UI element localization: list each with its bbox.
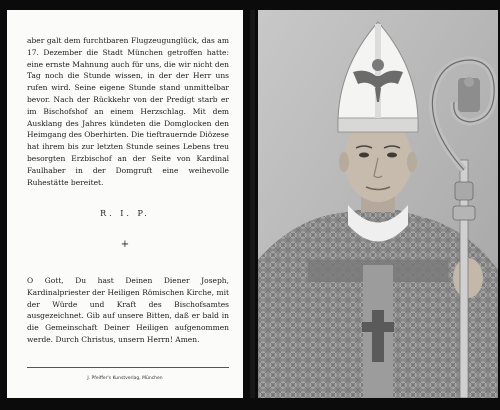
memorial-card-text-page	[7, 10, 243, 398]
portrait-illustration	[258, 10, 498, 398]
memorial-paragraph: aber galt dem furchtbaren Flugzeugunglück, das am 17. Dezember die Stadt München getroffen hatte: eine ernste Mahnung auch für uns, die wir nicht den Tag noch die Stunde wissen, in der der Herr uns rufen wird. Seine eigene Stunde stand unmittelbar bevor. Nach der Rückkehr von der Predigt starb er im Bischofshof an einem Herzschlag. Mit dem Ausklang des Jahres kündeten die Domglocken den Heimgang des Oberhirten. Die tieftrauernde Diözese hat ihrem bis zur letzten Stunde seines Lebens treu besorgten Erzbischof an der Seite von Kardinal Faulhaber in der Domgruft eine weihevolle Ruhestätte bereitet.	[27, 36, 229, 187]
memorial-text	[27, 35, 229, 188]
prayer-paragraph: O Gott, Du hast Deinen Diener Joseph, Kardinalpriester der Heiligen Römischen Kirche, mit der Würde und Kraft des Bischofsamtes ausgezeichnet. Gib auf unsere Bitten, daß er bald in die Gemeinschaft Deiner Heiligen aufgenommen werde. Durch Christus, unsern Herrn! Amen.	[27, 276, 229, 344]
bishop-portrait-photo	[258, 10, 498, 398]
prayer-text	[27, 275, 229, 346]
divider-rule	[27, 367, 229, 368]
publisher-line: J. Pfeiffer's Kunstverlag, München	[87, 376, 163, 381]
cross-symbol: +	[120, 239, 130, 250]
rip-line: R. I. P.	[100, 209, 150, 218]
page-fold	[250, 10, 255, 398]
